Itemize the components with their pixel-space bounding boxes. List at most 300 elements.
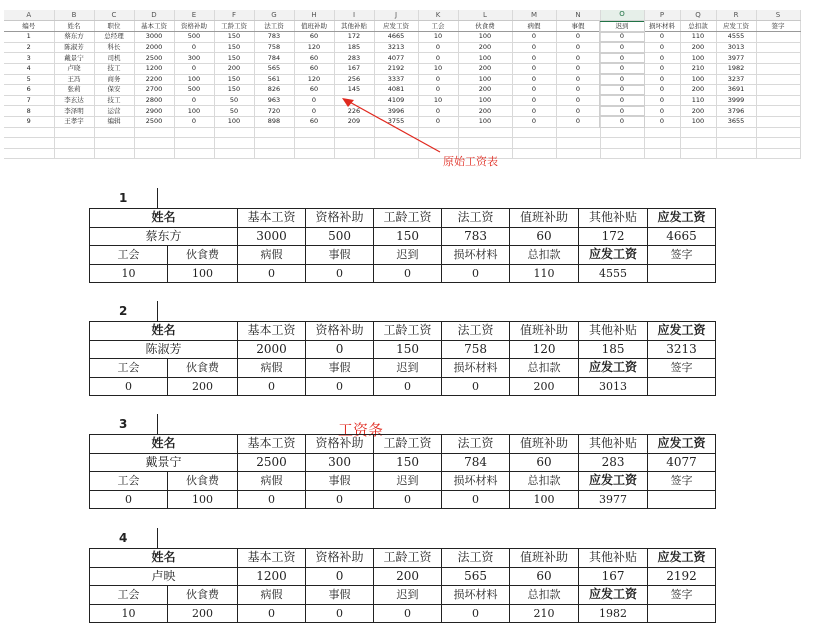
slip-header-cell[interactable]: 基本工资 bbox=[238, 549, 306, 568]
slip-value-cell[interactable]: 0 bbox=[306, 377, 374, 396]
sheet-cell[interactable] bbox=[644, 148, 680, 159]
sheet-cell[interactable]: 60 bbox=[294, 32, 334, 43]
column-header-l[interactable]: L bbox=[458, 10, 512, 21]
sheet-cell[interactable]: 0 bbox=[556, 95, 600, 106]
sheet-header-cell[interactable]: 应发工资 bbox=[374, 21, 418, 32]
sheet-cell[interactable]: 720 bbox=[254, 106, 294, 117]
slip-value-cell[interactable]: 0 bbox=[306, 490, 374, 509]
sheet-cell[interactable]: 209 bbox=[334, 116, 374, 127]
sheet-cell[interactable]: 0 bbox=[600, 106, 644, 117]
slip-header-cell[interactable]: 姓名 bbox=[90, 549, 238, 568]
sheet-cell[interactable] bbox=[4, 148, 54, 159]
sheet-header-cell[interactable]: 资格补助 bbox=[174, 21, 214, 32]
sheet-cell[interactable]: 保安 bbox=[94, 85, 134, 96]
slip-value-cell[interactable]: 150 bbox=[374, 453, 442, 472]
sheet-cell[interactable]: 技工 bbox=[94, 95, 134, 106]
slip-value-cell[interactable]: 172 bbox=[579, 227, 648, 246]
sheet-cell[interactable]: 100 bbox=[680, 53, 716, 64]
sheet-cell[interactable] bbox=[756, 106, 800, 117]
sheet-cell[interactable]: 0 bbox=[600, 116, 644, 127]
column-header-e[interactable]: E bbox=[174, 10, 214, 21]
slip-header-cell[interactable]: 病假 bbox=[238, 472, 306, 491]
sheet-cell[interactable] bbox=[4, 138, 54, 149]
slip-header-cell[interactable]: 损坏材料 bbox=[442, 586, 510, 605]
slip-header-cell[interactable]: 工会 bbox=[90, 586, 168, 605]
sheet-cell[interactable]: 210 bbox=[680, 63, 716, 74]
slip-employee-name[interactable]: 陈淑芳 bbox=[90, 340, 238, 359]
slip-header-cell[interactable]: 伙食费 bbox=[168, 246, 238, 265]
sheet-cell[interactable] bbox=[214, 148, 254, 159]
sheet-cell[interactable]: 3977 bbox=[716, 53, 756, 64]
slip-header-cell[interactable]: 其他补贴 bbox=[579, 435, 648, 454]
sheet-cell[interactable]: 0 bbox=[644, 85, 680, 96]
slip-value-cell[interactable]: 0 bbox=[238, 264, 306, 283]
column-header-d[interactable]: D bbox=[134, 10, 174, 21]
sheet-cell[interactable]: 陈淑芳 bbox=[54, 42, 94, 53]
sheet-cell[interactable]: 4555 bbox=[716, 32, 756, 43]
sheet-cell[interactable] bbox=[254, 148, 294, 159]
slip-header-cell[interactable]: 其他补贴 bbox=[579, 549, 648, 568]
sheet-cell[interactable]: 0 bbox=[512, 74, 556, 85]
slip-header-cell[interactable]: 事假 bbox=[306, 246, 374, 265]
column-header-b[interactable]: B bbox=[54, 10, 94, 21]
sheet-cell[interactable]: 500 bbox=[174, 85, 214, 96]
slip-header-cell[interactable]: 应发工资 bbox=[579, 472, 648, 491]
slip-header-cell[interactable]: 工会 bbox=[90, 246, 168, 265]
sheet-cell[interactable]: 50 bbox=[214, 106, 254, 117]
sheet-cell[interactable] bbox=[716, 138, 756, 149]
sheet-cell[interactable]: 3996 bbox=[374, 106, 418, 117]
slip-value-cell[interactable]: 200 bbox=[374, 567, 442, 586]
sheet-cell[interactable] bbox=[756, 53, 800, 64]
sheet-cell[interactable] bbox=[214, 138, 254, 149]
column-header-a[interactable]: A bbox=[4, 10, 54, 21]
sheet-cell[interactable] bbox=[600, 127, 644, 138]
slip-value-cell[interactable]: 784 bbox=[442, 453, 510, 472]
sheet-cell[interactable]: 2500 bbox=[134, 53, 174, 64]
sheet-cell[interactable]: 100 bbox=[680, 116, 716, 127]
sheet-cell[interactable]: 963 bbox=[254, 95, 294, 106]
sheet-cell[interactable]: 2 bbox=[4, 42, 54, 53]
sheet-cell[interactable]: 60 bbox=[294, 116, 334, 127]
sheet-cell[interactable] bbox=[644, 138, 680, 149]
sheet-cell[interactable] bbox=[680, 138, 716, 149]
sheet-cell[interactable]: 100 bbox=[458, 95, 512, 106]
sheet-cell[interactable] bbox=[756, 32, 800, 43]
column-header-j[interactable]: J bbox=[374, 10, 418, 21]
sheet-header-cell[interactable]: 签字 bbox=[756, 21, 800, 32]
sheet-cell[interactable]: 0 bbox=[418, 42, 458, 53]
slip-header-cell[interactable]: 签字 bbox=[648, 246, 716, 265]
slip-value-cell[interactable]: 10 bbox=[90, 264, 168, 283]
sheet-header-cell[interactable]: 基本工资 bbox=[134, 21, 174, 32]
slip-value-cell[interactable]: 150 bbox=[374, 227, 442, 246]
sheet-cell[interactable]: 0 bbox=[600, 42, 644, 53]
sheet-cell[interactable]: 司机 bbox=[94, 53, 134, 64]
slip-header-cell[interactable]: 应发工资 bbox=[579, 586, 648, 605]
sheet-cell[interactable] bbox=[512, 127, 556, 138]
slip-value-cell[interactable]: 2192 bbox=[648, 567, 716, 586]
sheet-cell[interactable] bbox=[756, 116, 800, 127]
slip-employee-name[interactable]: 卢映 bbox=[90, 567, 238, 586]
sheet-cell[interactable]: 100 bbox=[174, 106, 214, 117]
slip-value-cell[interactable]: 210 bbox=[510, 604, 579, 623]
sheet-cell[interactable] bbox=[174, 127, 214, 138]
sheet-cell[interactable]: 0 bbox=[600, 32, 644, 43]
slip-header-cell[interactable]: 工龄工资 bbox=[374, 549, 442, 568]
slip-value-cell[interactable]: 0 bbox=[306, 567, 374, 586]
sheet-cell[interactable] bbox=[556, 138, 600, 149]
sheet-cell[interactable]: 3 bbox=[4, 53, 54, 64]
sheet-cell[interactable] bbox=[54, 138, 94, 149]
slip-header-cell[interactable]: 迟到 bbox=[374, 586, 442, 605]
sheet-cell[interactable] bbox=[134, 127, 174, 138]
sheet-cell[interactable] bbox=[644, 127, 680, 138]
slip-value-cell[interactable]: 150 bbox=[374, 340, 442, 359]
slip-value-cell[interactable]: 0 bbox=[442, 264, 510, 283]
slip-header-cell[interactable]: 值班补助 bbox=[510, 549, 579, 568]
sheet-cell[interactable]: 4665 bbox=[374, 32, 418, 43]
sheet-cell[interactable]: 7 bbox=[4, 95, 54, 106]
slip-header-cell[interactable]: 总扣款 bbox=[510, 586, 579, 605]
sheet-cell[interactable]: 3796 bbox=[716, 106, 756, 117]
sheet-cell[interactable] bbox=[134, 138, 174, 149]
sheet-cell[interactable]: 3337 bbox=[374, 74, 418, 85]
slip-header-cell[interactable]: 工会 bbox=[90, 359, 168, 378]
sheet-header-cell[interactable]: 事假 bbox=[556, 21, 600, 32]
slip-header-cell[interactable]: 值班补助 bbox=[510, 209, 579, 228]
slip-header-cell[interactable]: 病假 bbox=[238, 246, 306, 265]
sheet-cell[interactable] bbox=[94, 127, 134, 138]
sheet-cell[interactable]: 167 bbox=[334, 63, 374, 74]
slip-value-cell[interactable]: 0 bbox=[90, 377, 168, 396]
sheet-cell[interactable]: 0 bbox=[600, 63, 644, 74]
sheet-cell[interactable]: 4077 bbox=[374, 53, 418, 64]
sheet-cell[interactable]: 0 bbox=[418, 74, 458, 85]
slip-header-cell[interactable]: 值班补助 bbox=[510, 435, 579, 454]
sheet-cell[interactable] bbox=[294, 127, 334, 138]
sheet-cell[interactable]: 300 bbox=[174, 53, 214, 64]
sheet-cell[interactable]: 2800 bbox=[134, 95, 174, 106]
sheet-cell[interactable]: 283 bbox=[334, 53, 374, 64]
sheet-header-cell[interactable]: 编号 bbox=[4, 21, 54, 32]
slip-employee-name[interactable]: 蔡东方 bbox=[90, 227, 238, 246]
slip-header-cell[interactable]: 其他补贴 bbox=[579, 209, 648, 228]
slip-header-cell[interactable]: 应发工资 bbox=[648, 209, 716, 228]
slip-value-cell[interactable]: 10 bbox=[90, 604, 168, 623]
column-header-p[interactable]: P bbox=[644, 10, 680, 21]
slip-value-cell[interactable]: 3213 bbox=[648, 340, 716, 359]
slip-header-cell[interactable]: 伙食费 bbox=[168, 359, 238, 378]
sheet-header-cell[interactable]: 伙食费 bbox=[458, 21, 512, 32]
sheet-cell[interactable]: 110 bbox=[680, 95, 716, 106]
sheet-cell[interactable]: 0 bbox=[644, 74, 680, 85]
sheet-cell[interactable]: 120 bbox=[294, 74, 334, 85]
slip-value-cell[interactable]: 4665 bbox=[648, 227, 716, 246]
sheet-cell[interactable]: 3013 bbox=[716, 42, 756, 53]
slip-header-cell[interactable]: 病假 bbox=[238, 359, 306, 378]
sheet-cell[interactable]: 100 bbox=[458, 32, 512, 43]
column-header-o[interactable]: O bbox=[600, 10, 644, 21]
slip-header-cell[interactable]: 迟到 bbox=[374, 359, 442, 378]
slip-value-cell[interactable] bbox=[648, 604, 716, 623]
sheet-cell[interactable]: 0 bbox=[644, 32, 680, 43]
sheet-cell[interactable]: 0 bbox=[418, 53, 458, 64]
sheet-cell[interactable]: 0 bbox=[556, 116, 600, 127]
sheet-cell[interactable]: 256 bbox=[334, 74, 374, 85]
sheet-cell[interactable]: 0 bbox=[556, 74, 600, 85]
sheet-header-cell[interactable]: 应发工资 bbox=[716, 21, 756, 32]
sheet-cell[interactable]: 172 bbox=[334, 32, 374, 43]
sheet-cell[interactable]: 0 bbox=[556, 63, 600, 74]
sheet-cell[interactable]: 王孝宇 bbox=[54, 116, 94, 127]
sheet-cell[interactable] bbox=[94, 148, 134, 159]
slip-header-cell[interactable]: 事假 bbox=[306, 359, 374, 378]
sheet-cell[interactable] bbox=[680, 127, 716, 138]
slip-value-cell[interactable]: 758 bbox=[442, 340, 510, 359]
sheet-cell[interactable] bbox=[556, 148, 600, 159]
sheet-cell[interactable]: 200 bbox=[458, 63, 512, 74]
sheet-cell[interactable] bbox=[756, 63, 800, 74]
sheet-cell[interactable] bbox=[214, 127, 254, 138]
slip-value-cell[interactable] bbox=[648, 377, 716, 396]
sheet-cell[interactable] bbox=[756, 138, 800, 149]
sheet-cell[interactable] bbox=[756, 127, 800, 138]
slip-header-cell[interactable]: 事假 bbox=[306, 586, 374, 605]
sheet-cell[interactable]: 120 bbox=[294, 42, 334, 53]
sheet-header-cell[interactable]: 工会 bbox=[418, 21, 458, 32]
sheet-cell[interactable]: 0 bbox=[556, 53, 600, 64]
slip-value-cell[interactable]: 300 bbox=[306, 453, 374, 472]
slip-header-cell[interactable]: 应发工资 bbox=[648, 549, 716, 568]
sheet-header-cell[interactable]: 迟到 bbox=[600, 21, 644, 32]
slip-header-cell[interactable]: 资格补助 bbox=[306, 549, 374, 568]
slip-header-cell[interactable]: 总扣款 bbox=[510, 246, 579, 265]
sheet-cell[interactable]: 200 bbox=[214, 63, 254, 74]
sheet-cell[interactable]: 0 bbox=[600, 85, 644, 96]
column-header-f[interactable]: F bbox=[214, 10, 254, 21]
sheet-cell[interactable]: 0 bbox=[644, 53, 680, 64]
sheet-cell[interactable] bbox=[756, 42, 800, 53]
sheet-cell[interactable] bbox=[756, 85, 800, 96]
sheet-cell[interactable]: 戴景宁 bbox=[54, 53, 94, 64]
sheet-cell[interactable]: 0 bbox=[512, 95, 556, 106]
slip-header-cell[interactable]: 伙食费 bbox=[168, 472, 238, 491]
sheet-header-cell[interactable]: 值班补助 bbox=[294, 21, 334, 32]
slip-header-cell[interactable]: 工龄工资 bbox=[374, 435, 442, 454]
slip-header-cell[interactable]: 其他补贴 bbox=[579, 322, 648, 341]
sheet-cell[interactable]: 3655 bbox=[716, 116, 756, 127]
slip-header-cell[interactable]: 资格补助 bbox=[306, 209, 374, 228]
sheet-header-cell[interactable]: 姓名 bbox=[54, 21, 94, 32]
sheet-cell[interactable]: 0 bbox=[512, 63, 556, 74]
sheet-cell[interactable]: 150 bbox=[214, 32, 254, 43]
sheet-cell[interactable]: 1 bbox=[4, 32, 54, 43]
slip-value-cell[interactable]: 100 bbox=[168, 490, 238, 509]
slip-header-cell[interactable]: 损坏材料 bbox=[442, 246, 510, 265]
slip-value-cell[interactable]: 283 bbox=[579, 453, 648, 472]
sheet-cell[interactable]: 0 bbox=[294, 106, 334, 117]
slip-value-cell[interactable]: 0 bbox=[306, 604, 374, 623]
sheet-header-cell[interactable]: 总扣款 bbox=[680, 21, 716, 32]
sheet-cell[interactable]: 783 bbox=[254, 32, 294, 43]
sheet-cell[interactable]: 5 bbox=[4, 74, 54, 85]
slip-header-cell[interactable]: 总扣款 bbox=[510, 472, 579, 491]
slip-header-cell[interactable]: 应发工资 bbox=[648, 322, 716, 341]
slip-value-cell[interactable]: 0 bbox=[306, 340, 374, 359]
slip-value-cell[interactable]: 0 bbox=[442, 604, 510, 623]
sheet-cell[interactable]: 0 bbox=[644, 63, 680, 74]
slip-value-cell[interactable]: 0 bbox=[374, 490, 442, 509]
column-header-h[interactable]: H bbox=[294, 10, 334, 21]
slip-header-cell[interactable]: 姓名 bbox=[90, 322, 238, 341]
slip-header-cell[interactable]: 应发工资 bbox=[579, 359, 648, 378]
sheet-cell[interactable]: 826 bbox=[254, 85, 294, 96]
slip-header-cell[interactable]: 总扣款 bbox=[510, 359, 579, 378]
sheet-cell[interactable]: 0 bbox=[556, 42, 600, 53]
sheet-cell[interactable]: 0 bbox=[294, 95, 334, 106]
sheet-cell[interactable]: 100 bbox=[174, 74, 214, 85]
sheet-cell[interactable]: 编辑 bbox=[94, 116, 134, 127]
sheet-cell[interactable]: 3999 bbox=[716, 95, 756, 106]
sheet-cell[interactable]: 60 bbox=[294, 85, 334, 96]
sheet-cell[interactable]: 200 bbox=[680, 42, 716, 53]
sheet-cell[interactable] bbox=[4, 127, 54, 138]
slip-value-cell[interactable]: 0 bbox=[442, 377, 510, 396]
sheet-cell[interactable]: 2000 bbox=[134, 42, 174, 53]
sheet-cell[interactable]: 9 bbox=[4, 116, 54, 127]
sheet-header-cell[interactable]: 法工资 bbox=[254, 21, 294, 32]
slip-header-cell[interactable]: 工会 bbox=[90, 472, 168, 491]
slip-value-cell[interactable]: 4555 bbox=[579, 264, 648, 283]
column-header-q[interactable]: Q bbox=[680, 10, 716, 21]
slip-value-cell[interactable]: 0 bbox=[374, 604, 442, 623]
sheet-cell[interactable]: 0 bbox=[418, 116, 458, 127]
sheet-cell[interactable]: 200 bbox=[680, 85, 716, 96]
slip-value-cell[interactable]: 200 bbox=[168, 377, 238, 396]
sheet-cell[interactable]: 3691 bbox=[716, 85, 756, 96]
sheet-cell[interactable]: 200 bbox=[458, 42, 512, 53]
sheet-cell[interactable]: 200 bbox=[458, 106, 512, 117]
sheet-cell[interactable] bbox=[458, 127, 512, 138]
slip-value-cell[interactable] bbox=[648, 490, 716, 509]
slip-header-cell[interactable]: 值班补助 bbox=[510, 322, 579, 341]
sheet-cell[interactable]: 200 bbox=[680, 106, 716, 117]
slip-header-cell[interactable]: 基本工资 bbox=[238, 435, 306, 454]
slip-header-cell[interactable]: 迟到 bbox=[374, 472, 442, 491]
sheet-cell[interactable]: 3000 bbox=[134, 32, 174, 43]
slip-value-cell[interactable]: 3000 bbox=[238, 227, 306, 246]
sheet-cell[interactable]: 6 bbox=[4, 85, 54, 96]
slip-header-cell[interactable]: 迟到 bbox=[374, 246, 442, 265]
column-header-i[interactable]: I bbox=[334, 10, 374, 21]
sheet-cell[interactable] bbox=[174, 138, 214, 149]
sheet-cell[interactable]: 卢晓 bbox=[54, 63, 94, 74]
slip-value-cell[interactable]: 185 bbox=[579, 340, 648, 359]
sheet-cell[interactable]: 100 bbox=[458, 116, 512, 127]
slip-value-cell[interactable]: 60 bbox=[510, 453, 579, 472]
sheet-cell[interactable]: 100 bbox=[214, 116, 254, 127]
slip-value-cell[interactable]: 0 bbox=[238, 604, 306, 623]
slip-value-cell[interactable]: 3977 bbox=[579, 490, 648, 509]
sheet-cell[interactable]: 蔡东方 bbox=[54, 32, 94, 43]
sheet-cell[interactable]: 4109 bbox=[374, 95, 418, 106]
sheet-cell[interactable] bbox=[294, 138, 334, 149]
slip-header-cell[interactable]: 姓名 bbox=[90, 209, 238, 228]
slip-value-cell[interactable]: 783 bbox=[442, 227, 510, 246]
sheet-cell[interactable] bbox=[294, 148, 334, 159]
slip-value-cell[interactable]: 0 bbox=[374, 264, 442, 283]
sheet-cell[interactable]: 0 bbox=[644, 116, 680, 127]
sheet-cell[interactable]: 10 bbox=[418, 95, 458, 106]
sheet-cell[interactable]: 0 bbox=[512, 53, 556, 64]
slip-header-cell[interactable]: 法工资 bbox=[442, 549, 510, 568]
sheet-cell[interactable]: 150 bbox=[214, 53, 254, 64]
sheet-cell[interactable] bbox=[600, 148, 644, 159]
slip-value-cell[interactable]: 565 bbox=[442, 567, 510, 586]
slip-value-cell[interactable]: 1200 bbox=[238, 567, 306, 586]
slip-value-cell[interactable]: 60 bbox=[510, 567, 579, 586]
sheet-cell[interactable] bbox=[512, 148, 556, 159]
slip-header-cell[interactable]: 应发工资 bbox=[579, 246, 648, 265]
slip-header-cell[interactable]: 法工资 bbox=[442, 435, 510, 454]
column-header-r[interactable]: R bbox=[716, 10, 756, 21]
sheet-cell[interactable]: 0 bbox=[600, 74, 644, 85]
sheet-cell[interactable]: 0 bbox=[556, 85, 600, 96]
sheet-cell[interactable]: 0 bbox=[512, 116, 556, 127]
slip-header-cell[interactable]: 基本工资 bbox=[238, 209, 306, 228]
sheet-cell[interactable]: 10 bbox=[418, 63, 458, 74]
sheet-cell[interactable]: 0 bbox=[644, 42, 680, 53]
sheet-cell[interactable]: 758 bbox=[254, 42, 294, 53]
column-header-k[interactable]: K bbox=[418, 10, 458, 21]
slip-header-cell[interactable]: 伙食费 bbox=[168, 586, 238, 605]
sheet-cell[interactable] bbox=[54, 148, 94, 159]
sheet-cell[interactable]: 0 bbox=[418, 85, 458, 96]
slip-value-cell[interactable]: 60 bbox=[510, 227, 579, 246]
sheet-cell[interactable] bbox=[134, 148, 174, 159]
sheet-cell[interactable]: 150 bbox=[214, 74, 254, 85]
sheet-cell[interactable]: 张莉 bbox=[54, 85, 94, 96]
sheet-header-cell[interactable]: 职位 bbox=[94, 21, 134, 32]
sheet-cell[interactable]: 145 bbox=[334, 85, 374, 96]
sheet-cell[interactable] bbox=[556, 127, 600, 138]
sheet-cell[interactable]: 0 bbox=[418, 106, 458, 117]
sheet-cell[interactable]: 0 bbox=[644, 95, 680, 106]
sheet-cell[interactable]: 0 bbox=[512, 85, 556, 96]
slip-value-cell[interactable]: 0 bbox=[374, 377, 442, 396]
column-header-c[interactable]: C bbox=[94, 10, 134, 21]
sheet-cell[interactable]: 150 bbox=[214, 42, 254, 53]
slip-value-cell[interactable]: 0 bbox=[442, 490, 510, 509]
sheet-cell[interactable]: 0 bbox=[512, 32, 556, 43]
slip-value-cell[interactable]: 110 bbox=[510, 264, 579, 283]
sheet-cell[interactable]: 0 bbox=[600, 95, 644, 106]
sheet-cell[interactable] bbox=[716, 127, 756, 138]
slip-header-cell[interactable]: 签字 bbox=[648, 472, 716, 491]
slip-value-cell[interactable]: 200 bbox=[510, 377, 579, 396]
column-header-m[interactable]: M bbox=[512, 10, 556, 21]
sheet-cell[interactable]: 150 bbox=[214, 85, 254, 96]
sheet-cell[interactable]: 561 bbox=[254, 74, 294, 85]
sheet-cell[interactable]: 技工 bbox=[94, 63, 134, 74]
sheet-cell[interactable] bbox=[94, 138, 134, 149]
slip-header-cell[interactable]: 法工资 bbox=[442, 209, 510, 228]
sheet-cell[interactable]: 0 bbox=[174, 95, 214, 106]
slip-header-cell[interactable]: 法工资 bbox=[442, 322, 510, 341]
sheet-cell[interactable] bbox=[600, 138, 644, 149]
sheet-cell[interactable]: 3237 bbox=[716, 74, 756, 85]
